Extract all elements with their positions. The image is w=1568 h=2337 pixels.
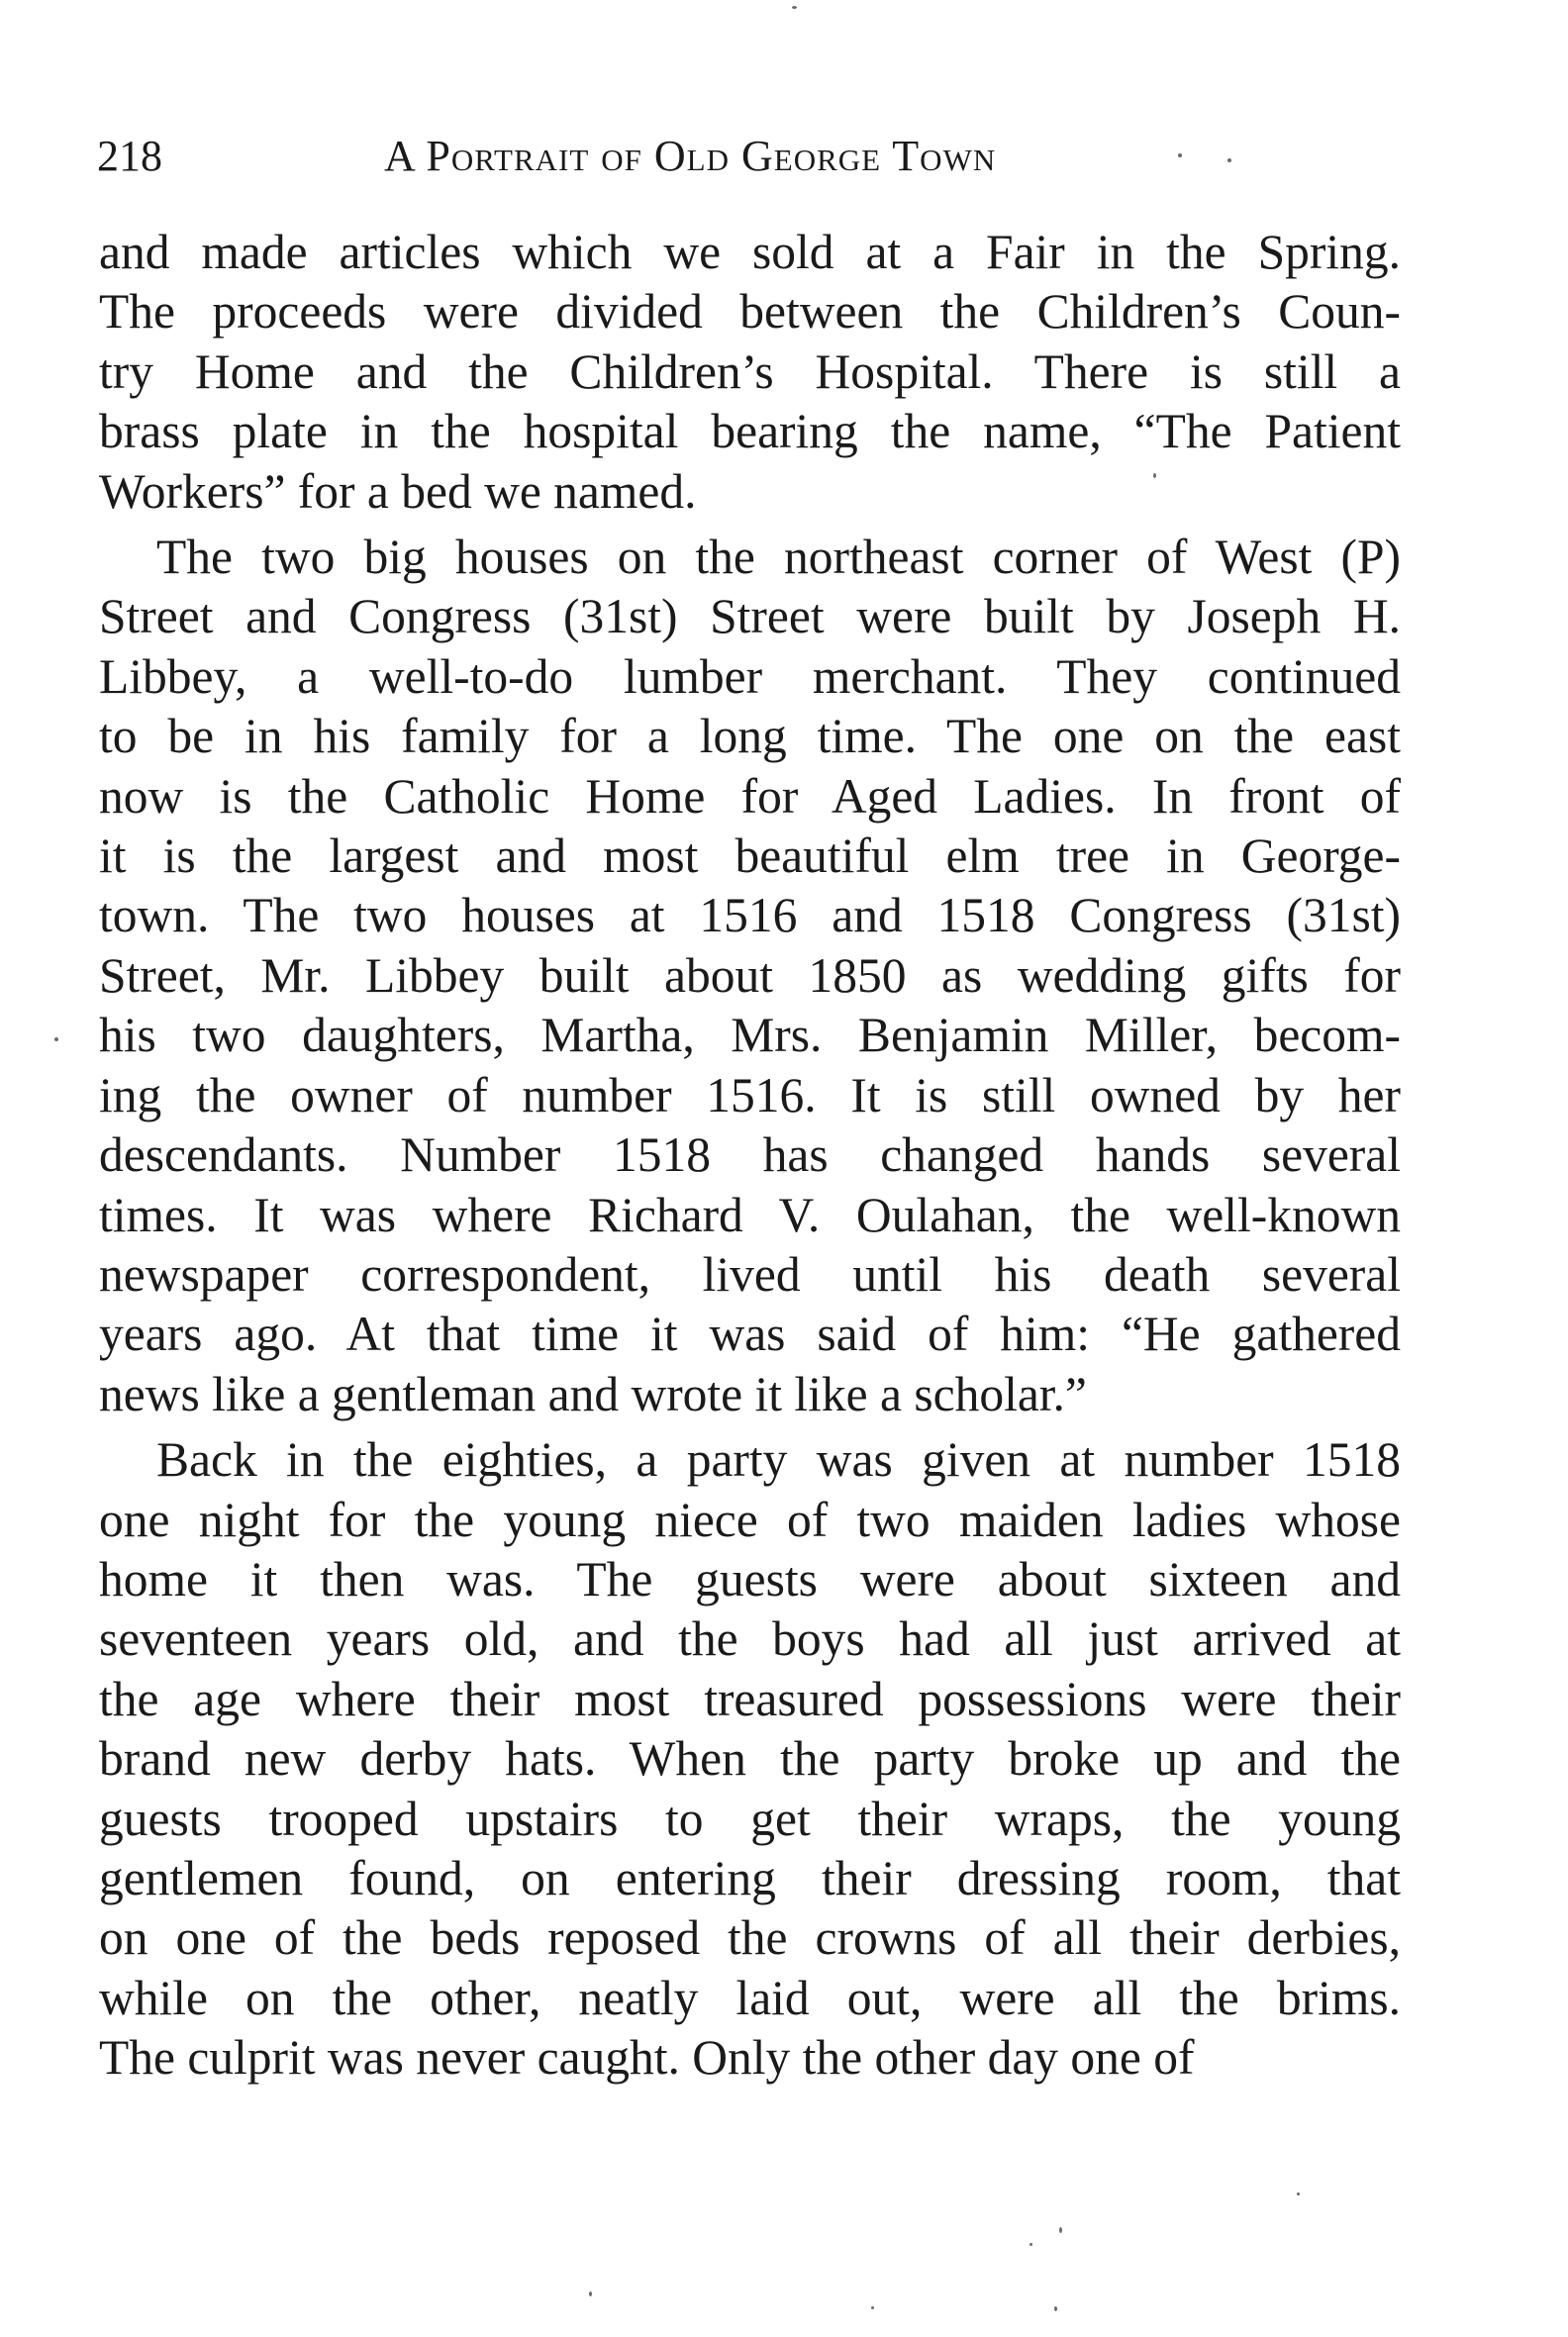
scan-speck: [1029, 2243, 1032, 2246]
page-number: 218: [97, 132, 162, 180]
text-line: years ago. At that time it was said of him: “He gathered: [99, 1307, 1401, 1362]
paragraph: [99, 528, 1401, 1424]
text-line: times. It was where Richard V. Oulahan, the well-known: [99, 1187, 1401, 1242]
scan-speck: [871, 2306, 874, 2309]
text-line: brass plate in the hospital bearing the name, “The Patient: [99, 404, 1401, 459]
text-line: newspaper correspondent, lived until his death several: [99, 1246, 1401, 1302]
scan-speck: [1059, 2227, 1062, 2233]
scan-speck: [1153, 473, 1156, 478]
text-line: seventeen years old, and the boys had all just arrived at: [99, 1611, 1401, 1667]
text-line: The proceeds were divided between the Children’s Coun-: [99, 284, 1401, 340]
text-line: on one of the beds reposed the crowns of all their derbies,: [99, 1910, 1401, 1966]
text-line: Street and Congress (31st) Street were built by Joseph H.: [99, 589, 1401, 644]
running-title: A Portrait of Old George Town: [384, 132, 997, 180]
running-head: [97, 127, 1295, 186]
text-line: ing the owner of number 1516. It is still owned by her: [99, 1067, 1401, 1122]
scan-speck: [1054, 2306, 1057, 2311]
text-line: his two daughters, Martha, Mrs. Benjamin Miller, becom-: [99, 1008, 1401, 1063]
scan-speck: [1297, 2192, 1300, 2195]
text-line: home it then was. The guests were about sixteen and: [99, 1551, 1401, 1607]
text-line: it is the largest and most beautiful elm tree in George-: [99, 828, 1401, 884]
text-line: Back in the eighties, a party was given at number 1518: [156, 1432, 1401, 1488]
text-line: town. The two houses at 1516 and 1518 Congress (31st): [99, 888, 1401, 943]
text-line: try Home and the Children’s Hospital. There is still a: [99, 343, 1401, 399]
text-line: descendants. Number 1518 has changed hands several: [99, 1127, 1401, 1183]
text-line: guests trooped upstairs to get their wraps, the young: [99, 1791, 1401, 1846]
body-text: [99, 223, 1401, 2089]
scan-speck: [54, 1037, 58, 1041]
scan-speck: [792, 6, 797, 9]
text-line: gentlemen found, on entering their dressing room, that: [99, 1850, 1401, 1905]
text-line: news like a gentleman and wrote it like a scholar.”: [99, 1366, 1087, 1421]
text-line: Workers” for a bed we named.: [99, 463, 697, 519]
scan-speck: [1178, 153, 1182, 157]
text-line: one night for the young niece of two maiden ladies whose: [99, 1492, 1401, 1547]
text-line: Street, Mr. Libbey built about 1850 as wedding gifts for: [99, 947, 1401, 1003]
text-line: the age where their most treasured possessions were their: [99, 1671, 1401, 1726]
text-line: and made articles which we sold at a Fair in the Spring.: [99, 225, 1401, 279]
scan-speck: [1227, 158, 1231, 162]
scan-speck: [589, 2291, 592, 2296]
paragraph: [99, 1430, 1401, 2088]
text-line: while on the other, neatly laid out, were all the brims.: [99, 1970, 1401, 2025]
text-line: The culprit was never caught. Only the other day one of: [99, 2030, 1195, 2086]
paragraph: [99, 223, 1401, 522]
text-line: to be in his family for a long time. The one on the east: [99, 709, 1401, 764]
text-line: The two big houses on the northeast corner of West (P): [156, 530, 1401, 585]
text-line: Libbey, a well-to-do lumber merchant. They continued: [99, 648, 1401, 704]
text-line: now is the Catholic Home for Aged Ladies. In front of: [99, 768, 1401, 824]
text-line: brand new derby hats. When the party broke up and the: [99, 1731, 1401, 1787]
